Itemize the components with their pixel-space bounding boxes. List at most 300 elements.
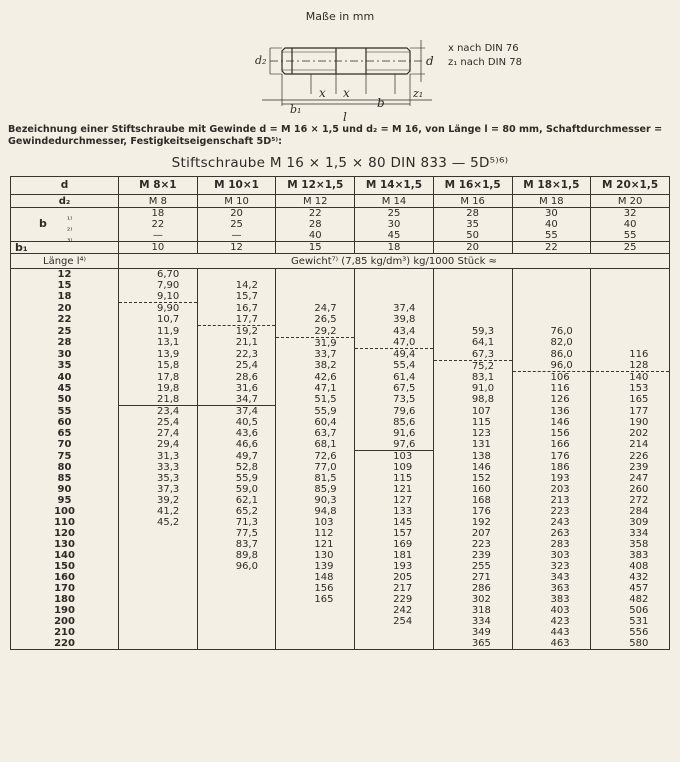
legend-z1: z₁ nach DIN 78 [448,57,522,68]
weight-cell [276,616,355,627]
table-row [11,517,670,528]
weight-cell: 31,9 [276,337,355,349]
weight-cell [119,594,198,605]
weight-cell: 42,6 [276,372,355,384]
weight-cell: 52,8 [197,462,276,473]
weight-cell: 89,8 [197,550,276,561]
weight-cell: 408 [591,561,670,572]
weight-cell: 123 [433,428,512,439]
weight-cell: 157 [355,528,434,539]
table-row [11,506,670,517]
weight-cell [355,269,434,281]
weight-cell [276,638,355,650]
weight-cell: 33,3 [119,462,198,473]
b-cell: — [119,230,198,242]
weight-cell: 60,4 [276,417,355,428]
weight-cell: 145 [355,517,434,528]
weight-cell: 482 [591,594,670,605]
weight-cell: 334 [591,528,670,539]
weight-cell [355,638,434,650]
table-row [11,594,670,605]
weight-cell: 7,90 [119,280,198,291]
weight-cell: 17,8 [119,372,198,384]
length-cell: 50 [11,394,119,406]
weight-cell: 242 [355,605,434,616]
weight-cell: 121 [276,539,355,550]
weight-cell [591,314,670,326]
weight-cell: 47,0 [355,337,434,349]
weight-cell [433,280,512,291]
length-header: Länge l⁴⁾ [11,254,119,269]
weight-cell: 205 [355,572,434,583]
weight-cell: 77,5 [197,528,276,539]
weight-cell: 51,5 [276,394,355,406]
length-cell: 35 [11,360,119,372]
weight-cell: 35,3 [119,473,198,484]
weight-cell: 91,6 [355,428,434,439]
weight-cell: 156 [512,428,591,439]
b1-cell: 12 [197,242,276,254]
weight-cell: 226 [591,451,670,463]
weight-cell: 176 [433,506,512,517]
weight-cell: 146 [433,462,512,473]
table-row [11,303,670,315]
weight-cell [197,572,276,583]
weight-cell: 49,4 [355,349,434,361]
weight-cell: 9,90 [119,303,198,315]
weight-cell: 203 [512,484,591,495]
weight-cell: 81,5 [276,473,355,484]
weight-cell: 22,3 [197,349,276,361]
weight-cell: 128 [591,360,670,372]
weight-cell [197,605,276,616]
label-d2: d₂ [255,54,267,67]
d2-cell: M 14 [355,195,434,208]
table-row [11,550,670,561]
header-d: d [11,177,119,195]
row-b1 [11,242,670,254]
weight-cell: 31,6 [197,383,276,394]
weight-cell: 116 [512,383,591,394]
weight-cell: 39,8 [355,314,434,326]
b-cell: 40 [512,219,591,230]
stud-bolt-table [10,176,670,650]
length-cell: 85 [11,473,119,484]
length-cell: 210 [11,627,119,638]
weight-cell: 349 [433,627,512,638]
weight-cell: 358 [591,539,670,550]
row-b [11,208,670,220]
weight-cell: 62,1 [197,495,276,506]
weight-cell: 115 [355,473,434,484]
weight-cell [119,638,198,650]
weight-cell: 26,5 [276,314,355,326]
weight-cell: 85,6 [355,417,434,428]
b-cell: 25 [197,219,276,230]
weight-cell: 383 [591,550,670,561]
weight-cell: 121 [355,484,434,495]
weight-cell [512,280,591,291]
b-cell: 22 [119,219,198,230]
weight-cell: 19,2 [197,326,276,338]
weight-cell: 115 [433,417,512,428]
label-x2: x [343,86,350,100]
table-row [11,451,670,463]
weight-cell: 303 [512,550,591,561]
label-x1: x [319,86,326,100]
weight-cell: 383 [512,594,591,605]
weight-cell: 25,4 [119,417,198,428]
header-d-col: M 16×1,5 [433,177,512,195]
weight-cell: 140 [591,372,670,384]
table-row [11,383,670,394]
length-cell: 40 [11,372,119,384]
weight-cell: 37,4 [355,303,434,315]
weight-cell: 29,4 [119,439,198,451]
b-cell: 40 [276,230,355,242]
weight-cell: 190 [591,417,670,428]
weight-cell: 309 [591,517,670,528]
weight-cell: 41,2 [119,506,198,517]
weight-cell: 72,6 [276,451,355,463]
table-row [11,326,670,338]
weight-cell [591,337,670,349]
weight-cell: 83,1 [433,372,512,384]
weight-cell: 423 [512,616,591,627]
weight-cell: 55,9 [276,406,355,418]
weight-cell: 263 [512,528,591,539]
table-row [11,337,670,349]
d2-cell: M 16 [433,195,512,208]
weight-cell: 15,8 [119,360,198,372]
weight-cell: 247 [591,473,670,484]
weight-cell: 126 [512,394,591,406]
b-cell: — [197,230,276,242]
weight-cell: 223 [433,539,512,550]
weight-cell: 160 [433,484,512,495]
weight-cell [512,314,591,326]
weight-cell [276,291,355,303]
weight-cell: 302 [433,594,512,605]
weight-cell: 19,8 [119,383,198,394]
weight-cell: 286 [433,583,512,594]
weight-cell [119,605,198,616]
weight-cell: 85,9 [276,484,355,495]
weight-cell: 67,5 [355,383,434,394]
weight-cell: 229 [355,594,434,605]
b-cell: 28 [433,208,512,220]
table-row [11,528,670,539]
weight-cell: 153 [591,383,670,394]
weight-cell: 96,0 [197,561,276,572]
weight-cell: 24,7 [276,303,355,315]
weight-cell: 15,7 [197,291,276,303]
weight-cell: 59,3 [433,326,512,338]
weight-cell [355,280,434,291]
weight-cell: 131 [433,439,512,451]
weight-cell [276,605,355,616]
row-weight-header [11,254,670,269]
length-cell: 220 [11,638,119,650]
weight-cell: 107 [433,406,512,418]
table-row [11,280,670,291]
label-b1-row: b₁ [11,242,119,254]
weight-cell [591,269,670,281]
weight-cell: 213 [512,495,591,506]
weight-cell [591,280,670,291]
weight-cell: 272 [591,495,670,506]
weight-cell: 193 [355,561,434,572]
weight-cell: 27,4 [119,428,198,439]
weight-cell: 43,4 [355,326,434,338]
weight-cell [433,303,512,315]
weight-cell [197,638,276,650]
length-cell: 75 [11,451,119,463]
b1-cell: 18 [355,242,434,254]
weight-cell [119,616,198,627]
table-row [11,269,670,281]
weight-cell: 14,2 [197,280,276,291]
length-cell: 60 [11,417,119,428]
weight-cell: 239 [433,550,512,561]
table-row [11,394,670,406]
weight-cell: 202 [591,428,670,439]
weight-cell: 67,3 [433,349,512,361]
weight-cell: 239 [591,462,670,473]
weight-cell: 47,1 [276,383,355,394]
weight-cell [355,291,434,303]
weight-cell: 45,2 [119,517,198,528]
weight-cell [197,627,276,638]
weight-cell: 284 [591,506,670,517]
table-row [11,428,670,439]
weight-cell: 31,3 [119,451,198,463]
length-cell: 80 [11,462,119,473]
table-row [11,291,670,303]
weight-cell: 40,5 [197,417,276,428]
weight-cell: 23,4 [119,406,198,418]
weight-cell: 318 [433,605,512,616]
weight-cell: 243 [512,517,591,528]
b-cell: 22 [276,208,355,220]
weight-cell [119,550,198,561]
length-cell: 70 [11,439,119,451]
weight-cell: 82,0 [512,337,591,349]
weight-cell: 63,7 [276,428,355,439]
table-row [11,605,670,616]
d2-cell: M 8 [119,195,198,208]
weight-cell: 177 [591,406,670,418]
weight-cell: 37,3 [119,484,198,495]
length-cell: 140 [11,550,119,561]
label-b: b [377,96,385,110]
weight-cell: 21,1 [197,337,276,349]
d2-cell: M 10 [197,195,276,208]
b1-cell: 25 [591,242,670,254]
table-row [11,484,670,495]
weight-cell: 10,7 [119,314,198,326]
weight-cell: 6,70 [119,269,198,281]
table-row [11,314,670,326]
weight-cell: 223 [512,506,591,517]
header-d-col: M 12×1,5 [276,177,355,195]
weight-cell [276,627,355,638]
weight-cell: 152 [433,473,512,484]
label-z1: z₁ [413,87,424,100]
weight-cell: 181 [355,550,434,561]
weight-cell: 271 [433,572,512,583]
weight-cell: 96,0 [512,360,591,372]
table-row [11,495,670,506]
weight-cell [433,269,512,281]
b1-cell: 10 [119,242,198,254]
weight-cell [433,314,512,326]
row-d2 [11,195,670,208]
weight-cell [119,539,198,550]
b-cell: 32 [591,208,670,220]
header-d-col: M 8×1 [119,177,198,195]
weight-cell: 33,7 [276,349,355,361]
units-caption: Maße in mm [305,10,375,23]
table-row [11,439,670,451]
weight-cell: 531 [591,616,670,627]
legend-x: x nach DIN 76 [448,43,519,54]
length-cell: 200 [11,616,119,627]
d2-cell: M 12 [276,195,355,208]
weight-cell: 97,6 [355,439,434,451]
length-cell: 100 [11,506,119,517]
b-label: b [39,217,47,230]
weight-cell: 77,0 [276,462,355,473]
b-cell: 55 [591,230,670,242]
weight-cell: 64,1 [433,337,512,349]
stud-bolt-diagram [0,0,680,125]
length-cell: 130 [11,539,119,550]
weight-cell: 176 [512,451,591,463]
length-cell: 18 [11,291,119,303]
weight-cell: 146 [512,417,591,428]
table-row [11,462,670,473]
label-b-row [11,219,119,235]
weight-cell: 365 [433,638,512,650]
label-b-row [11,208,119,230]
length-cell: 12 [11,269,119,281]
b-cell: 40 [591,219,670,230]
weight-cell [512,303,591,315]
length-cell: 15 [11,280,119,291]
weight-cell: 260 [591,484,670,495]
weight-cell [276,280,355,291]
b-cell: 20 [197,208,276,220]
weight-cell: 133 [355,506,434,517]
length-cell: 120 [11,528,119,539]
weight-cell: 139 [276,561,355,572]
weight-cell: 323 [512,561,591,572]
weight-cell: 255 [433,561,512,572]
weight-cell: 457 [591,583,670,594]
weight-cell: 165 [591,394,670,406]
length-cell: 160 [11,572,119,583]
table-row [11,561,670,572]
b-cell: 30 [512,208,591,220]
table-row [11,583,670,594]
designation-example: Stiftschraube M 16 × 1,5 × 80 DIN 833 — 5D⁵⁾⁶⁾ [171,155,509,171]
weight-cell: 156 [276,583,355,594]
label-b-row [11,230,119,246]
weight-cell: 34,7 [197,394,276,406]
weight-cell: 165 [276,594,355,605]
weight-cell: 28,6 [197,372,276,384]
length-cell: 45 [11,383,119,394]
weight-cell: 166 [512,439,591,451]
weight-cell: 214 [591,439,670,451]
length-cell: 190 [11,605,119,616]
b-cell: 28 [276,219,355,230]
b-cell: 35 [433,219,512,230]
header-d-col: M 14×1,5 [355,177,434,195]
weight-cell: 43,6 [197,428,276,439]
length-cell: 22 [11,314,119,326]
weight-cell: 68,1 [276,439,355,451]
table-row [11,572,670,583]
weight-cell: 29,2 [276,326,355,338]
table-row [11,349,670,361]
length-cell: 150 [11,561,119,572]
table-row [11,473,670,484]
weight-cell: 55,9 [197,473,276,484]
weight-cell: 75,2 [433,360,512,372]
length-cell: 65 [11,428,119,439]
weight-cell: 37,4 [197,406,276,418]
weight-cell: 17,7 [197,314,276,326]
weight-cell: 79,6 [355,406,434,418]
weight-cell: 91,0 [433,383,512,394]
weight-cell: 127 [355,495,434,506]
weight-cell [591,326,670,338]
weight-cell [433,291,512,303]
b-cell: 50 [433,230,512,242]
weight-cell [276,269,355,281]
weight-cell: 116 [591,349,670,361]
weight-cell [197,583,276,594]
weight-cell: 11,9 [119,326,198,338]
weight-cell [197,594,276,605]
weight-cell: 38,2 [276,360,355,372]
table-row [11,360,670,372]
header-d-col: M 20×1,5 [591,177,670,195]
weight-cell: 94,8 [276,506,355,517]
weight-cell [512,269,591,281]
weight-cell: 580 [591,638,670,650]
b-cell: 25 [355,208,434,220]
length-cell: 95 [11,495,119,506]
weight-cell: 13,9 [119,349,198,361]
weight-cell: 463 [512,638,591,650]
weight-cell: 109 [355,462,434,473]
weight-cell: 217 [355,583,434,594]
weight-cell: 61,4 [355,372,434,384]
row-b [11,219,670,230]
b-footnote: ³⁾ [67,236,73,246]
weight-cell: 168 [433,495,512,506]
row-b [11,230,670,242]
length-cell: 90 [11,484,119,495]
b-cell: 30 [355,219,434,230]
weight-cell: 136 [512,406,591,418]
table-row [11,406,670,418]
weight-cell: 186 [512,462,591,473]
weight-cell: 86,0 [512,349,591,361]
